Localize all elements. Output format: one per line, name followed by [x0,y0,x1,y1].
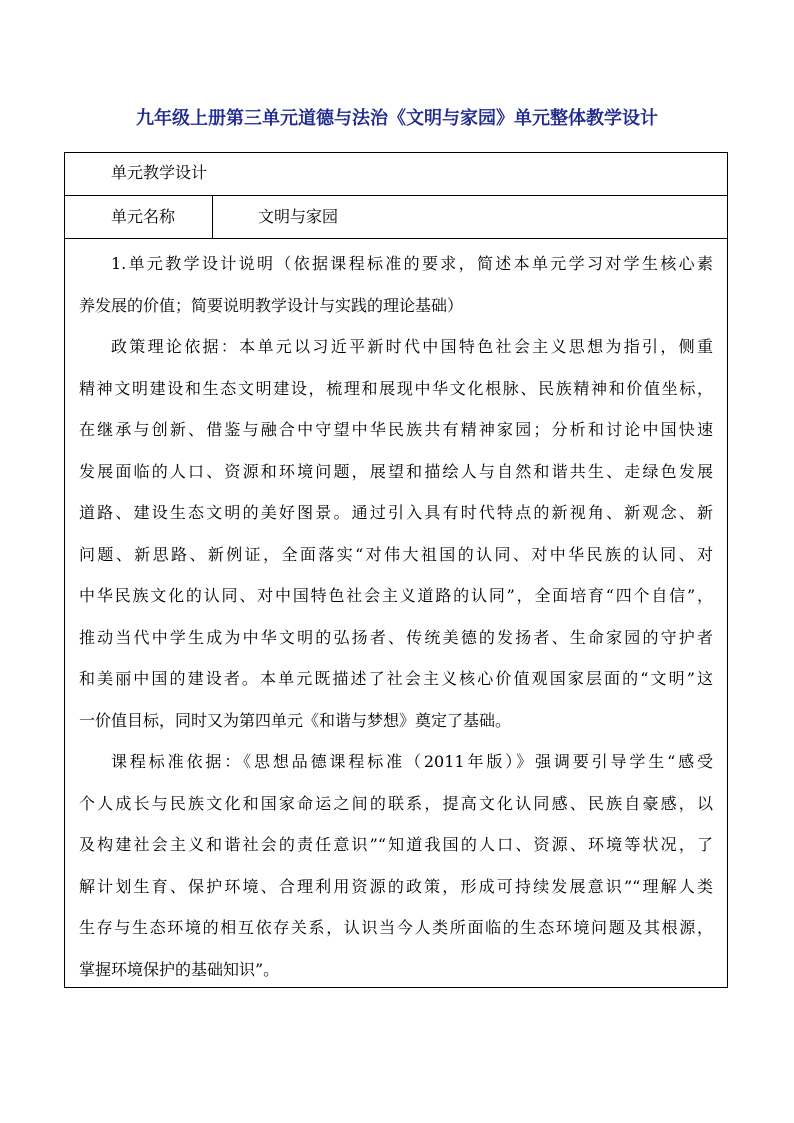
table-header-row [65,153,727,196]
intro-paragraph [79,243,713,326]
text-line: 发展面临的人口、资源和环境问题，展望和描绘人与自然和谐共生、走绿色发展 [79,461,713,481]
text-line: 在继承与创新、借鉴与融合中守望中华民族共有精神家园；分析和讨论中国快速 [79,420,713,439]
text-line: 掌握环境保护的基础知识”。 [79,959,280,979]
text-line: 解计划生育、保护环境、合理利用资源的政策，形成可持续发展意识”“理解人类 [79,876,713,896]
text-line: 道路、建设生态文明的美好图景。通过引入具有时代特点的新视角、新观念、新 [79,503,713,522]
text-line: 和美丽中国的建设者。本单元既描述了社会主义核心价值观国家层面的“文明”这 [79,669,713,688]
text-line: 精神文明建设和生态文明建设，梳理和展现中华文化根脉、民族精神和价值坐标， [79,378,713,398]
text-line: 及构建社会主义和谐社会的责任意识”“知道我国的人口、资源、环境等状况，了 [79,835,713,854]
text-line: 政策理论依据：本单元以习近平新时代中国特色社会主义思想为指引，侧重 [111,337,713,356]
text-line: 中华民族文化的认同、对中国特色社会主义道路的认同”，全面培育“四个自信”， [79,586,713,605]
table-header-label: 单元教学设计 [111,163,208,182]
text-line: 养发展的价值；简要说明教学设计与实践的理论基础） [79,295,464,315]
text-line: 一价值目标，同时又为第四单元《和谐与梦想》奠定了基础。 [79,710,512,730]
text-line: 1.单元教学设计说明（依据课程标准的要求，简述本单元学习对学生核心素 [111,254,713,273]
document-title: 九年级上册第三单元道德与法治《文明与家园》单元整体教学设计 [136,108,658,129]
text-line: 推动当代中学生成为中华文明的弘扬者、传统美德的发扬者、生命家园的守护者 [79,627,713,647]
curriculum-standard-paragraph [79,741,713,990]
text-line: 课程标准依据：《思想品德课程标准（2011年版）》强调要引导学生“感受 [111,752,713,771]
text-line: 问题、新思路、新例证，全面落实“对伟大祖国的认同、对中华民族的认同、对 [79,544,713,564]
unit-name-row [65,196,727,239]
column-divider [212,196,213,238]
text-line: 个人成长与民族文化和国家命运之间的联系，提高文化认同感、民族自豪感，以 [79,793,713,813]
unit-name-value: 文明与家园 [258,207,339,226]
policy-basis-paragraph [79,326,713,741]
design-description-cell [79,243,713,990]
unit-design-table [64,152,728,988]
unit-name-label: 单元名称 [111,207,176,226]
text-line: 生存与生态环境的相互依存关系，认识当今人类所面临的生态环境问题及其根源， [79,918,713,937]
